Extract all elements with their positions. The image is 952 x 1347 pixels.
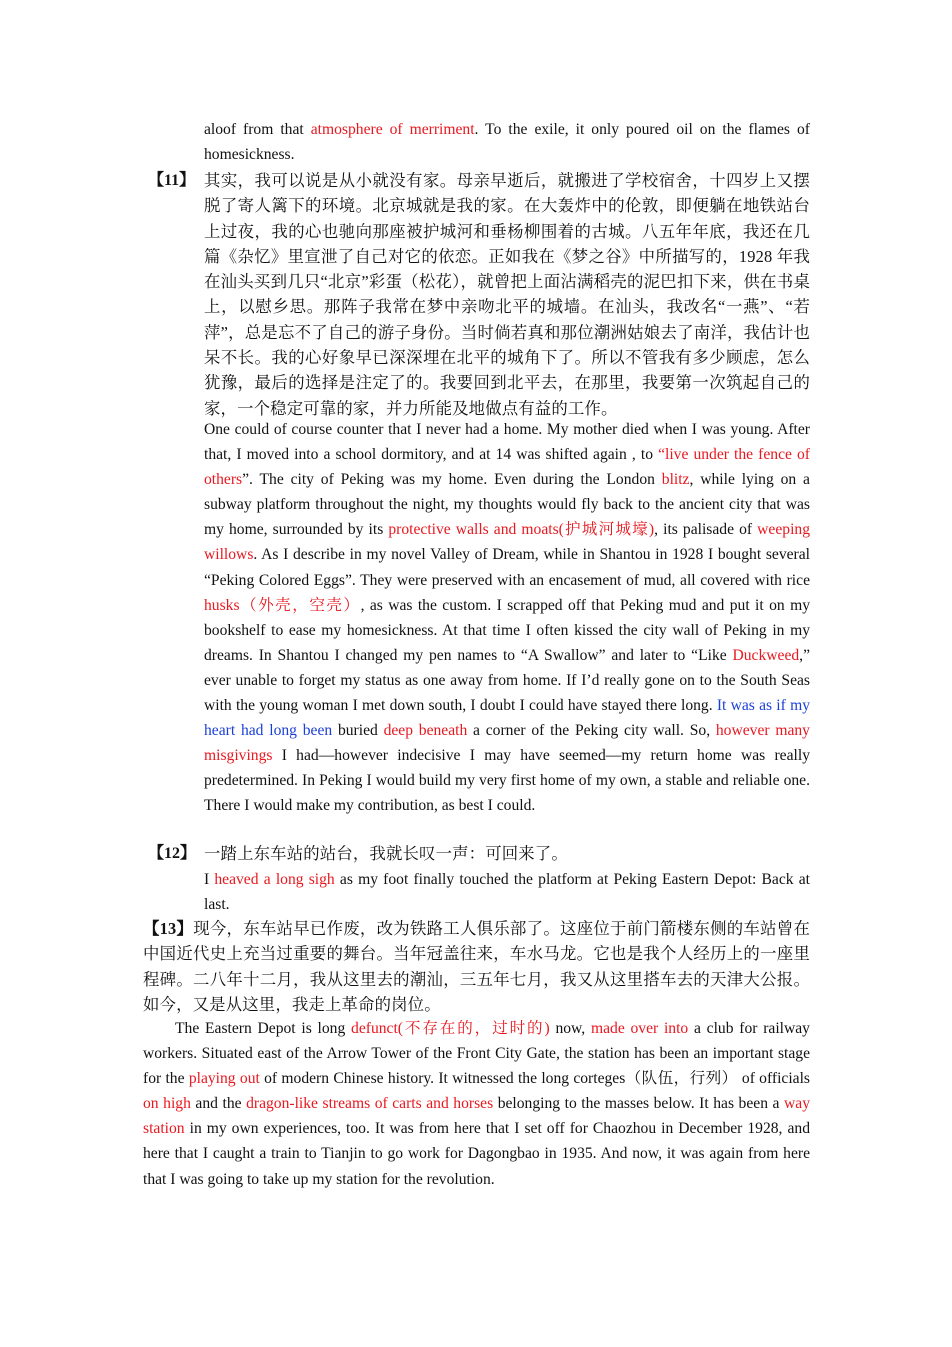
- para-11-zh: 其实，我可以说是从小就没有家。母亲早逝后，就搬进了学校宿舍，十四岁上又摆脱了寄人篱下的环境。北京城就是我的家。在大轰炸中的伦敦，即便躺在地铁站台上过夜，我的心也驰向那座被护城河和垂杨柳围着的古城。八五年年底，我还在几篇《杂忆》里宣泄了自己对它的依恋。正如我在《梦之谷》中所描写的，1928 年我在汕头买到几只“北京”彩蛋（松花），就曾把上面沾满稻壳的泥巴扣下来，供在书桌上，以慰乡思。那阵子我常在梦中亲吻北平的城墙。在汕头，我改名“一燕”、“若萍”，总是忘不了自己的游子身份。当时倘若真和那位潮洲姑娘去了南洋，我估计也呆不长。我的心好象早已深深埋在北平的城角下了。所以不管我有多少顾虑，怎么犹豫，最后的选择是注定了的。我要回到北平去，在那里，我要第一次筑起自己的家，一个稳定可靠的家，并力所能及地做点有益的工作。: [204, 171, 810, 418]
- para-11-en: One could of course counter that I never had a home. My mother died when I was young. After that, I moved into a school dormitory, and at 14 was shifted again , to “live under the fence of others”. The city of Peking was my home. Even during the London blitz, while lying on a subway platform throughout the night, my thoughts would fly back to the ancient city that was my home, surrounded by its protective walls and moats(护城河城壕), its palisade of weeping willows. As I describe in my novel Valley of Dream, while in Shantou in 1928 I bought several “Peking Colored Eggs”. They were preserved with an encasement of mud, all covered with rice husks（外壳，空壳）, as was the custom. I scrapped off that Peking mud and put it on my bookshelf to ease my homesickness. At that time I often kissed the city wall of Peking in my dreams. In Shantou I changed my pen names to “A Swallow” and later to “Like Duckweed,” ever unable to forget my status as one away from home. If I’d really gone on to the South Seas with the young woman I met down south, I doubt I could have stayed there long. It was as if my heart had long been buried deep beneath a corner of the Peking city wall. So, however many misgivings I had—however indecisive I may have seemed—my return home was really predetermined. In Peking I would build my very first home of my own, a stable and reliable one. There I would make my contribution, as best I could.: [204, 421, 810, 815]
- para-12-en: I heaved a long sigh as my foot finally touched the platform at Peking Eastern Depot: Back at last.: [204, 871, 810, 914]
- para-10-en-continued: aloof from that atmosphere of merriment. To the exile, it only poured oil on the flames of homesickness.: [204, 121, 810, 164]
- para-marker-12: 【12】: [148, 845, 197, 862]
- para-marker-11: 【11】: [148, 172, 196, 189]
- para-12-zh: 一踏上东车站的站台，我就长叹一声：可回来了。: [204, 844, 568, 863]
- para-13-zh: 【13】现今，东车站早已作废，改为铁路工人俱乐部了。这座位于前门箭楼东侧的车站曾在中国近代史上充当过重要的舞台。当年冠盖往来，车水马龙。它也是我个人经历上的一座里程碑。二八年十二月，我从这里去的潮汕，三五年七月，我又从这里搭车去的天津大公报。如今，又是从这里，我走上革命的岗位。: [143, 919, 810, 1014]
- para-marker-13: 【13】: [143, 919, 194, 938]
- para-13-en: The Eastern Depot is long defunct(不存在的，过时的) now, made over into a club for railway workers. Situated east of the Arrow Tower of the Front City Gate, the station has been an important stage for the playing out of modern Chinese history. It witnessed the long corteges（队伍，行列） of officials on high and the dragon-like streams of carts and horses belonging to the masses below. It has been a way station in my own experiences, too. It was from here that I set off for Chaozhou in December 1928, and here that I caught a train to Tianjin to go work for Dagongbao in 1935. And now, it was again from here that I was going to take up my station for the revolution.: [143, 1020, 811, 1188]
